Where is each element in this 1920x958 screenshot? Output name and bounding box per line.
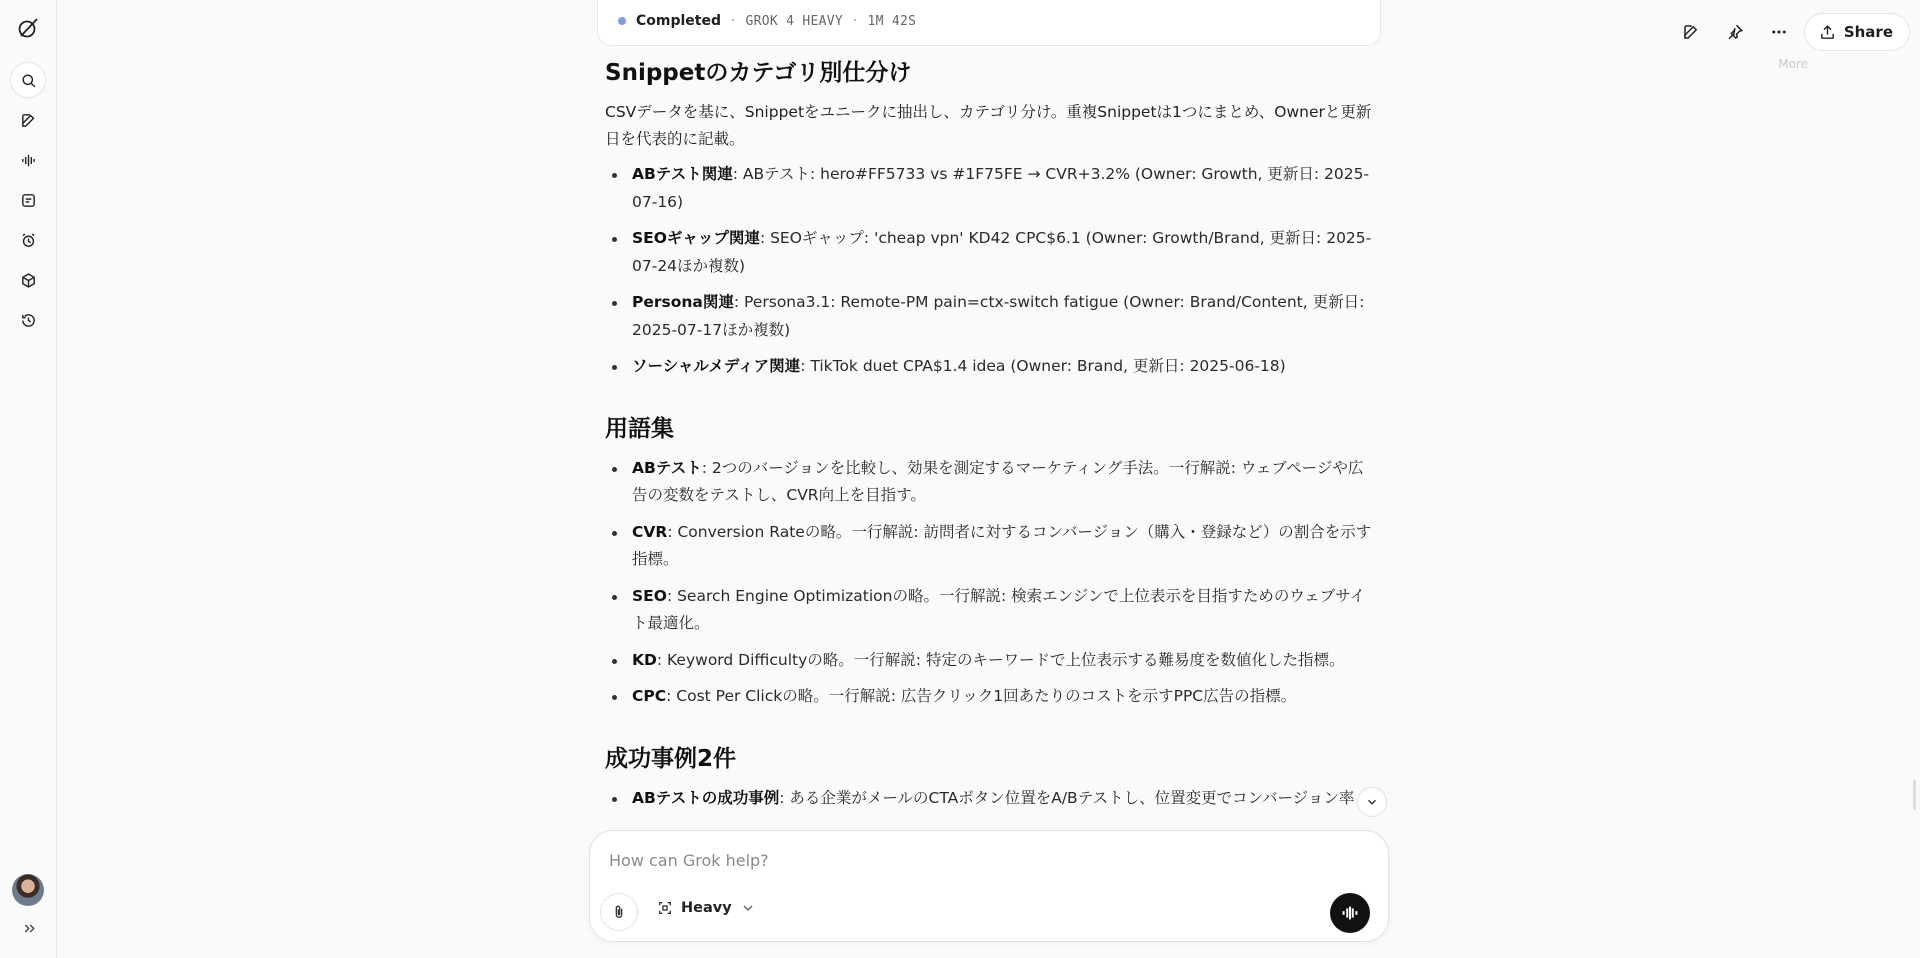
edit-icon[interactable] [1672,13,1710,51]
list-item: SEOギャップ関連: SEOギャップ: 'cheap vpn' KD42 CPC$6.1 (Owner: Growth/Brand, 更新日: 2025-07-24ほか複数) [605,225,1375,280]
attach-button[interactable] [600,893,638,931]
mode-label: Heavy [681,900,732,916]
chevron-down-icon [740,900,756,916]
section-snippet-categories [605,55,1375,381]
share-label: Share [1843,23,1893,41]
tasks-alarm-icon[interactable] [10,222,46,258]
list-item: ABテストの成功事例: ある企業がメールのCTAボタン位置をA/Bテストし、位置変更でコンバージョン率 [605,785,1375,813]
section-success-cases [605,741,1375,813]
voice-waveform-icon[interactable] [10,142,46,178]
prompt-input[interactable] [609,851,1309,870]
chevron-down-icon [1365,795,1379,809]
voice-mode-button[interactable] [1330,893,1370,933]
section-title: Snippetのカテゴリ別仕分け [605,60,912,86]
section-title: 用語集 [605,415,674,442]
response-content [605,55,1375,825]
bullet-list [605,161,1375,381]
status-label: Completed [636,13,722,29]
upload-icon [1819,24,1836,41]
list-item: ABテスト関連: ABテスト: hero#FF5733 vs #1F75FE → CVR+3.2% (Owner: Growth, 更新日: 2025-07-16) [605,161,1375,216]
list-item: Persona関連: Persona3.1: Remote-PM pain=ctx-switch fatigue (Owner: Brand/Content, 更新日: 2025-07-17ほか複数) [605,289,1375,344]
bullet-list [605,785,1375,813]
section-intro: CSVデータを基に、Snippetをユニークに抽出し、カテゴリ分け。重複Snippetは1つにまとめ、Ownerと更新日を代表的に記載。 [605,103,1372,148]
separator: · [731,13,736,29]
list-item: SEO: Search Engine Optimizationの略。一行解説: 検索エンジンで上位表示を目指すためのウェブサイト最適化。 [605,583,1375,638]
paperclip-icon [611,904,627,920]
bullet-list [605,455,1375,711]
model-mode-select[interactable] [657,900,756,916]
status-dot [618,17,626,25]
imagine-cube-icon[interactable] [10,262,46,298]
heavy-mode-icon [657,900,673,916]
new-chat-icon[interactable] [10,102,46,138]
composer [589,830,1389,942]
list-item: KD: Keyword Difficultyの略。一行解説: 特定のキーワードで上位表示する難易度を数値化した指標。 [605,647,1375,675]
section-title: 成功事例2件 [605,745,737,772]
share-button[interactable] [1804,13,1910,51]
list-item: ABテスト: 2つのバージョンを比較し、効果を測定するマーケティング手法。一行解説: ウェブページや広告の変数をテストし、CVR向上を目指す。 [605,455,1375,510]
more-tooltip: More [1778,57,1808,71]
pin-icon[interactable] [1716,13,1754,51]
avatar[interactable] [12,874,44,906]
expand-sidebar-icon[interactable] [11,910,47,946]
list-item: CVR: Conversion Rateの略。一行解説: 訪問者に対するコンバージョン（購入・登録など）の割合を示す指標。 [605,519,1375,574]
response-duration: 1M 42S [867,14,917,29]
projects-icon[interactable] [10,182,46,218]
list-item: ソーシャルメディア関連: TikTok duet CPA$1.4 idea (Owner: Brand, 更新日: 2025-06-18) [605,353,1375,381]
scroll-to-bottom-button[interactable] [1357,787,1387,817]
more-icon[interactable] [1760,13,1798,51]
scrollbar[interactable] [1913,780,1916,810]
search-icon[interactable] [10,62,46,98]
top-actions [1672,13,1910,51]
grok-logo-icon[interactable] [10,10,46,46]
response-status-card[interactable] [597,0,1381,46]
sidebar [0,0,57,958]
separator: · [853,13,858,29]
voice-waveform-icon [1339,902,1361,924]
history-icon[interactable] [10,302,46,338]
model-name: GROK 4 HEAVY [745,14,843,29]
section-glossary [605,411,1375,711]
list-item: CPC: Cost Per Clickの略。一行解説: 広告クリック1回あたりのコストを示すPPC広告の指標。 [605,683,1375,711]
